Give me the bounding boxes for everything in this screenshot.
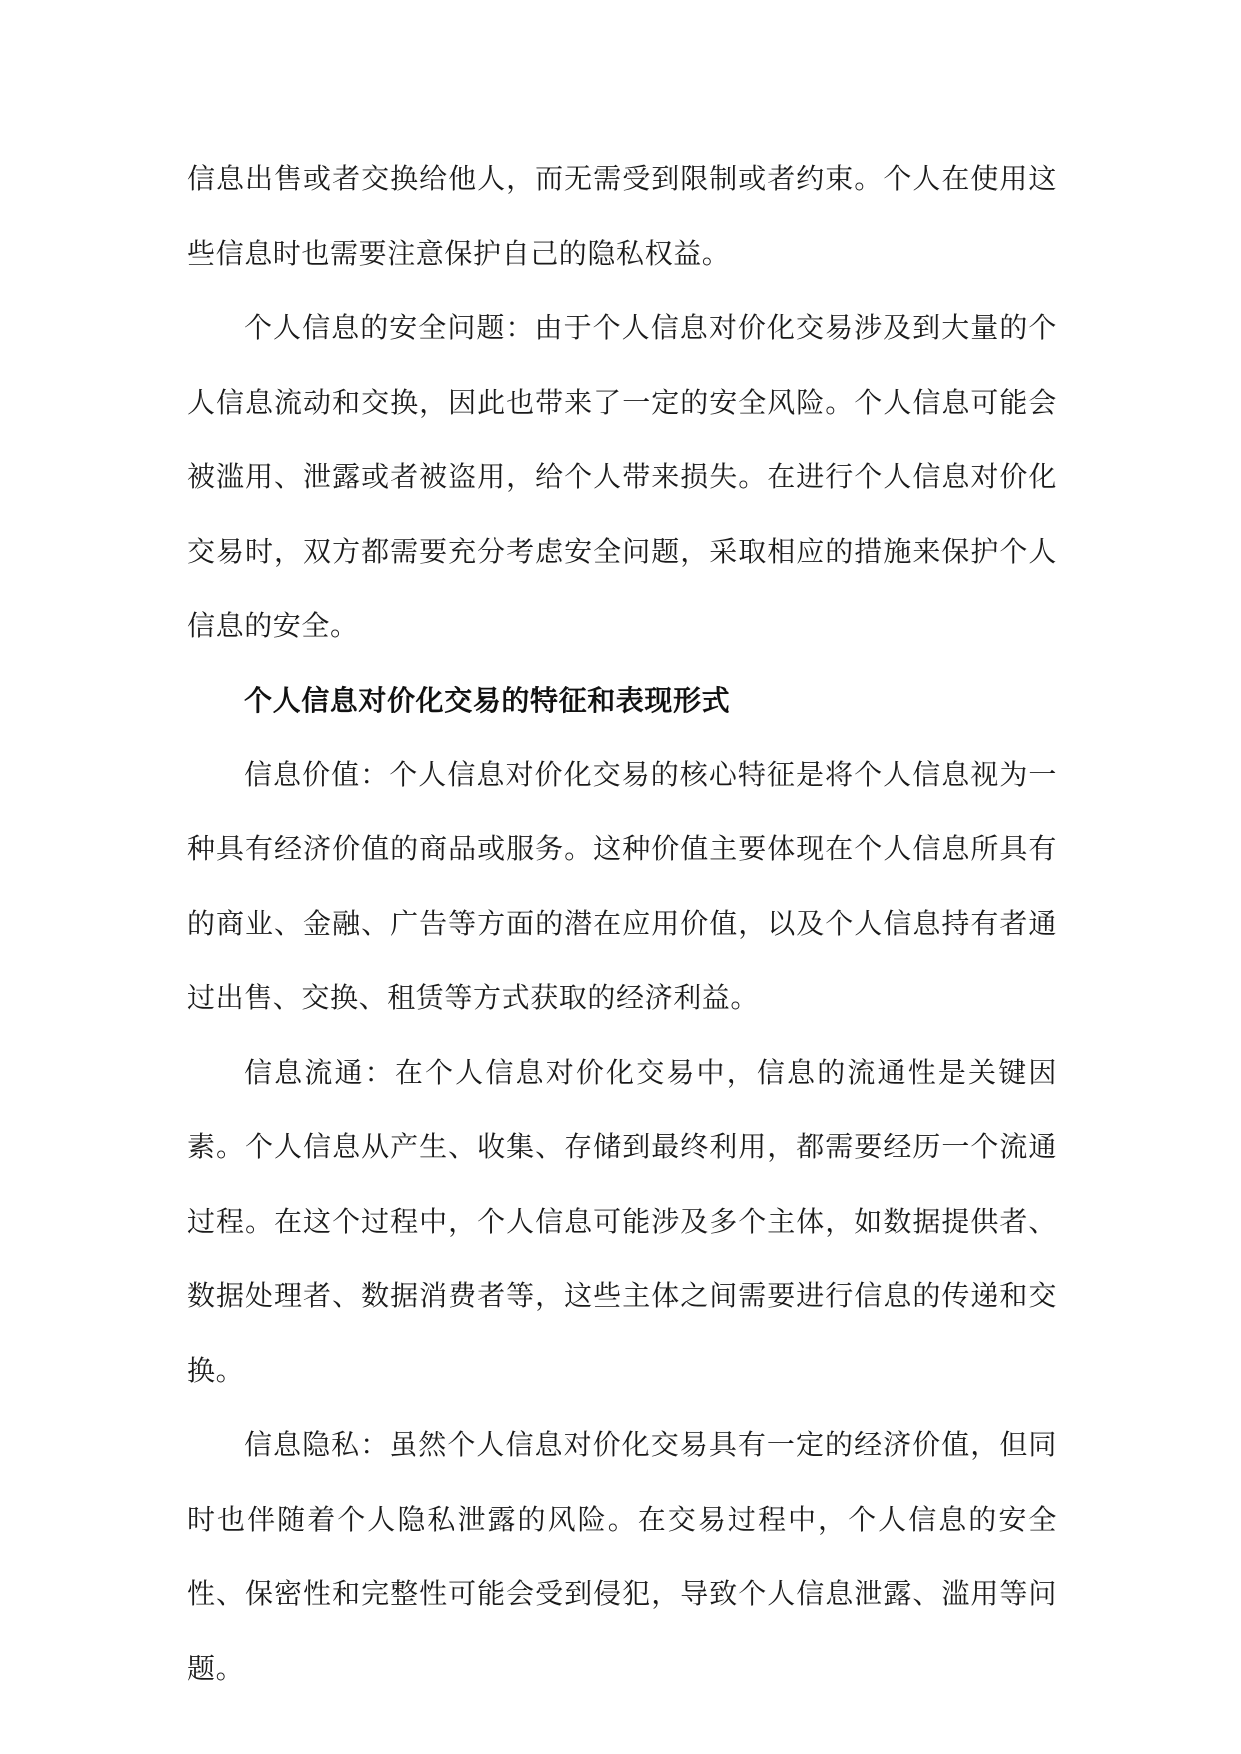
paragraph-security-issues: 个人信息的安全问题：由于个人信息对价化交易涉及到大量的个人信息流动和交换，因此也带来了一定的安全风险。个人信息可能会被滥用、泄露或者被盗用，给个人带来损失。在进行个人信息对价化交易时，双方都需要充分考虑安全问题，采取相应的措施来保护个人信息的安全。 — [187, 311, 1057, 642]
document-body — [187, 142, 1057, 1706]
paragraph-information-circulation: 信息流通：在个人信息对价化交易中，信息的流通性是关键因素。个人信息从产生、收集、存储到最终利用，都需要经历一个流通过程。在这个过程中，个人信息可能涉及多个主体，如数据提供者、数据处理者、数据消费者等，这些主体之间需要进行信息的传递和交换。 — [187, 1055, 1057, 1387]
paragraph-continuation: 信息出售或者交换给他人，而无需受到限制或者约束。个人在使用这些信息时也需要注意保护自己的隐私权益。 — [187, 162, 1057, 270]
paragraph-information-privacy: 信息隐私：虽然个人信息对价化交易具有一定的经济价值，但同时也伴随着个人隐私泄露的风险。在交易过程中，个人信息的安全性、保密性和完整性可能会受到侵犯，导致个人信息泄露、滥用等问题。 — [187, 1428, 1057, 1685]
section-heading: 个人信息对价化交易的特征和表现形式 — [244, 683, 731, 717]
paragraph-information-value: 信息价值：个人信息对价化交易的核心特征是将个人信息视为一种具有经济价值的商品或服务。这种价值主要体现在个人信息所具有的商业、金融、广告等方面的潜在应用价值，以及个人信息持有者通过出售、交换、租赁等方式获取的经济利益。 — [187, 757, 1057, 1014]
